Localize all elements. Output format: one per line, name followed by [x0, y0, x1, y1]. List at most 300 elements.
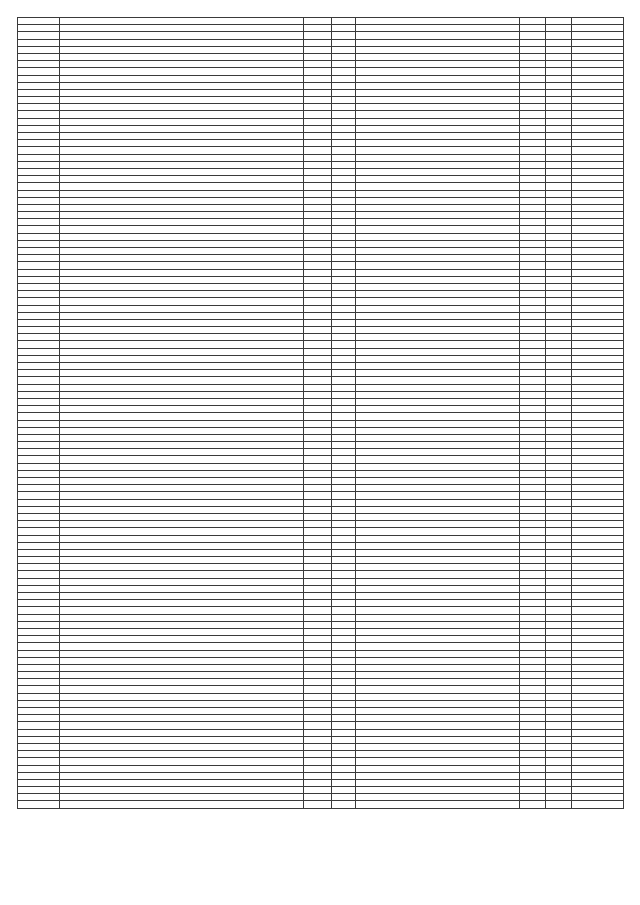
- cell-address: [60, 679, 304, 686]
- table-row: [18, 456, 624, 463]
- cell-amount: [572, 442, 624, 449]
- cell-amount: [572, 125, 624, 132]
- table-row: [18, 82, 624, 89]
- table-row: [18, 118, 624, 125]
- cell-year-extra: [546, 377, 572, 384]
- cell-year-built: [304, 478, 332, 485]
- cell-amount: [572, 578, 624, 585]
- cell-year-secondary: [332, 758, 356, 765]
- cell-year-built: [304, 513, 332, 520]
- cell-year-built: [304, 298, 332, 305]
- cell-address: [60, 449, 304, 456]
- cell-amount: [572, 513, 624, 520]
- cell-amount: [572, 176, 624, 183]
- cell-year-plan: [520, 283, 546, 290]
- cell-year-extra: [546, 133, 572, 140]
- cell-year-plan: [520, 190, 546, 197]
- cell-year-built: [304, 355, 332, 362]
- cell-year-built: [304, 600, 332, 607]
- cell-row-id: [18, 607, 60, 614]
- table-row: [18, 248, 624, 255]
- cell-row-id: [18, 140, 60, 147]
- cell-year-plan: [520, 276, 546, 283]
- cell-year-built: [304, 341, 332, 348]
- cell-row-id: [18, 600, 60, 607]
- table-row: [18, 485, 624, 492]
- cell-year-secondary: [332, 305, 356, 312]
- cell-amount: [572, 751, 624, 758]
- cell-year-secondary: [332, 672, 356, 679]
- cell-year-plan: [520, 183, 546, 190]
- cell-year-secondary: [332, 125, 356, 132]
- table-row: [18, 125, 624, 132]
- cell-amount: [572, 499, 624, 506]
- table-row: [18, 427, 624, 434]
- cell-work-type: [356, 794, 520, 801]
- cell-address: [60, 564, 304, 571]
- cell-amount: [572, 319, 624, 326]
- cell-row-id: [18, 147, 60, 154]
- cell-work-type: [356, 485, 520, 492]
- cell-year-extra: [546, 75, 572, 82]
- cell-row-id: [18, 262, 60, 269]
- cell-year-secondary: [332, 664, 356, 671]
- cell-year-built: [304, 643, 332, 650]
- cell-year-secondary: [332, 32, 356, 39]
- table-row: [18, 506, 624, 513]
- cell-year-built: [304, 650, 332, 657]
- cell-year-plan: [520, 729, 546, 736]
- cell-year-secondary: [332, 413, 356, 420]
- cell-year-secondary: [332, 240, 356, 247]
- cell-work-type: [356, 715, 520, 722]
- cell-year-extra: [546, 743, 572, 750]
- cell-work-type: [356, 363, 520, 370]
- cell-year-built: [304, 557, 332, 564]
- cell-row-id: [18, 233, 60, 240]
- cell-year-secondary: [332, 370, 356, 377]
- cell-year-extra: [546, 32, 572, 39]
- cell-address: [60, 82, 304, 89]
- cell-year-plan: [520, 255, 546, 262]
- cell-address: [60, 226, 304, 233]
- cell-amount: [572, 743, 624, 750]
- cell-address: [60, 118, 304, 125]
- cell-work-type: [356, 406, 520, 413]
- cell-amount: [572, 197, 624, 204]
- table-row: [18, 183, 624, 190]
- cell-year-extra: [546, 715, 572, 722]
- cell-year-secondary: [332, 89, 356, 96]
- cell-year-extra: [546, 97, 572, 104]
- cell-year-built: [304, 104, 332, 111]
- cell-year-built: [304, 233, 332, 240]
- cell-year-secondary: [332, 442, 356, 449]
- cell-year-plan: [520, 133, 546, 140]
- cell-amount: [572, 492, 624, 499]
- cell-year-plan: [520, 722, 546, 729]
- cell-year-secondary: [332, 248, 356, 255]
- cell-amount: [572, 111, 624, 118]
- cell-year-secondary: [332, 298, 356, 305]
- cell-work-type: [356, 470, 520, 477]
- table-row: [18, 363, 624, 370]
- cell-address: [60, 787, 304, 794]
- cell-amount: [572, 679, 624, 686]
- cell-address: [60, 485, 304, 492]
- cell-address: [60, 133, 304, 140]
- cell-row-id: [18, 751, 60, 758]
- table-row: [18, 585, 624, 592]
- cell-address: [60, 614, 304, 621]
- cell-year-plan: [520, 176, 546, 183]
- cell-amount: [572, 312, 624, 319]
- cell-work-type: [356, 298, 520, 305]
- cell-year-plan: [520, 650, 546, 657]
- cell-row-id: [18, 506, 60, 513]
- cell-row-id: [18, 564, 60, 571]
- cell-year-built: [304, 125, 332, 132]
- table-row: [18, 348, 624, 355]
- cell-year-built: [304, 521, 332, 528]
- cell-year-built: [304, 406, 332, 413]
- table-row: [18, 219, 624, 226]
- table-row: [18, 312, 624, 319]
- cell-year-plan: [520, 542, 546, 549]
- cell-year-built: [304, 61, 332, 68]
- cell-address: [60, 61, 304, 68]
- table-row: [18, 607, 624, 614]
- cell-year-plan: [520, 449, 546, 456]
- cell-address: [60, 348, 304, 355]
- cell-year-extra: [546, 521, 572, 528]
- cell-work-type: [356, 427, 520, 434]
- cell-amount: [572, 506, 624, 513]
- cell-row-id: [18, 787, 60, 794]
- cell-row-id: [18, 758, 60, 765]
- table-row: [18, 686, 624, 693]
- cell-year-built: [304, 693, 332, 700]
- cell-work-type: [356, 391, 520, 398]
- cell-address: [60, 743, 304, 750]
- cell-address: [60, 650, 304, 657]
- cell-year-built: [304, 801, 332, 808]
- table-row: [18, 449, 624, 456]
- cell-year-extra: [546, 190, 572, 197]
- cell-year-extra: [546, 183, 572, 190]
- cell-amount: [572, 97, 624, 104]
- cell-year-plan: [520, 363, 546, 370]
- cell-amount: [572, 46, 624, 53]
- cell-row-id: [18, 736, 60, 743]
- cell-row-id: [18, 478, 60, 485]
- cell-amount: [572, 233, 624, 240]
- cell-year-secondary: [332, 578, 356, 585]
- cell-work-type: [356, 276, 520, 283]
- table-row: [18, 413, 624, 420]
- cell-address: [60, 506, 304, 513]
- cell-amount: [572, 61, 624, 68]
- cell-year-extra: [546, 751, 572, 758]
- cell-year-plan: [520, 312, 546, 319]
- table-row: [18, 600, 624, 607]
- cell-year-plan: [520, 97, 546, 104]
- cell-year-plan: [520, 492, 546, 499]
- cell-work-type: [356, 607, 520, 614]
- table-body: [18, 18, 624, 809]
- cell-address: [60, 549, 304, 556]
- cell-address: [60, 212, 304, 219]
- cell-work-type: [356, 478, 520, 485]
- cell-amount: [572, 722, 624, 729]
- cell-amount: [572, 643, 624, 650]
- cell-year-built: [304, 636, 332, 643]
- cell-address: [60, 327, 304, 334]
- cell-year-secondary: [332, 363, 356, 370]
- cell-year-extra: [546, 269, 572, 276]
- cell-amount: [572, 406, 624, 413]
- cell-work-type: [356, 334, 520, 341]
- cell-year-secondary: [332, 729, 356, 736]
- cell-row-id: [18, 772, 60, 779]
- cell-address: [60, 384, 304, 391]
- cell-year-plan: [520, 672, 546, 679]
- cell-year-extra: [546, 456, 572, 463]
- cell-year-plan: [520, 657, 546, 664]
- cell-year-plan: [520, 327, 546, 334]
- table-row: [18, 779, 624, 786]
- cell-address: [60, 104, 304, 111]
- cell-year-built: [304, 542, 332, 549]
- cell-work-type: [356, 657, 520, 664]
- cell-amount: [572, 779, 624, 786]
- cell-year-built: [304, 492, 332, 499]
- cell-year-extra: [546, 513, 572, 520]
- cell-year-extra: [546, 492, 572, 499]
- cell-work-type: [356, 528, 520, 535]
- cell-year-extra: [546, 118, 572, 125]
- cell-amount: [572, 535, 624, 542]
- cell-year-plan: [520, 456, 546, 463]
- cell-address: [60, 643, 304, 650]
- cell-work-type: [356, 578, 520, 585]
- cell-address: [60, 513, 304, 520]
- cell-year-extra: [546, 348, 572, 355]
- cell-year-extra: [546, 25, 572, 32]
- table-row: [18, 39, 624, 46]
- table-row: [18, 327, 624, 334]
- cell-address: [60, 420, 304, 427]
- cell-year-secondary: [332, 535, 356, 542]
- cell-year-secondary: [332, 212, 356, 219]
- cell-address: [60, 32, 304, 39]
- cell-row-id: [18, 219, 60, 226]
- table-row: [18, 708, 624, 715]
- cell-year-secondary: [332, 794, 356, 801]
- cell-year-secondary: [332, 154, 356, 161]
- cell-year-plan: [520, 319, 546, 326]
- table-row: [18, 46, 624, 53]
- cell-year-secondary: [332, 513, 356, 520]
- cell-work-type: [356, 75, 520, 82]
- cell-work-type: [356, 636, 520, 643]
- table-row: [18, 557, 624, 564]
- cell-year-plan: [520, 377, 546, 384]
- cell-year-built: [304, 212, 332, 219]
- cell-year-plan: [520, 204, 546, 211]
- table-row: [18, 614, 624, 621]
- cell-year-extra: [546, 147, 572, 154]
- table-row: [18, 765, 624, 772]
- cell-address: [60, 377, 304, 384]
- cell-work-type: [356, 183, 520, 190]
- table-row: [18, 513, 624, 520]
- cell-year-secondary: [332, 456, 356, 463]
- cell-year-secondary: [332, 787, 356, 794]
- cell-address: [60, 571, 304, 578]
- cell-row-id: [18, 355, 60, 362]
- cell-year-extra: [546, 82, 572, 89]
- cell-year-extra: [546, 283, 572, 290]
- cell-row-id: [18, 75, 60, 82]
- cell-row-id: [18, 628, 60, 635]
- cell-amount: [572, 53, 624, 60]
- cell-year-built: [304, 161, 332, 168]
- cell-year-secondary: [332, 133, 356, 140]
- table-row: [18, 104, 624, 111]
- cell-year-plan: [520, 751, 546, 758]
- cell-year-built: [304, 305, 332, 312]
- cell-amount: [572, 772, 624, 779]
- cell-address: [60, 593, 304, 600]
- cell-year-plan: [520, 478, 546, 485]
- cell-work-type: [356, 212, 520, 219]
- cell-year-secondary: [332, 97, 356, 104]
- cell-year-extra: [546, 600, 572, 607]
- cell-year-secondary: [332, 18, 356, 25]
- table-row: [18, 549, 624, 556]
- cell-address: [60, 125, 304, 132]
- cell-year-plan: [520, 557, 546, 564]
- cell-year-plan: [520, 499, 546, 506]
- cell-year-extra: [546, 485, 572, 492]
- cell-year-built: [304, 449, 332, 456]
- cell-year-extra: [546, 39, 572, 46]
- cell-amount: [572, 327, 624, 334]
- cell-work-type: [356, 628, 520, 635]
- cell-address: [60, 398, 304, 405]
- cell-row-id: [18, 672, 60, 679]
- table-row: [18, 636, 624, 643]
- cell-address: [60, 111, 304, 118]
- cell-work-type: [356, 61, 520, 68]
- cell-year-secondary: [332, 643, 356, 650]
- cell-year-secondary: [332, 190, 356, 197]
- table-row: [18, 434, 624, 441]
- cell-address: [60, 391, 304, 398]
- cell-amount: [572, 104, 624, 111]
- cell-year-built: [304, 384, 332, 391]
- cell-year-plan: [520, 391, 546, 398]
- cell-year-secondary: [332, 593, 356, 600]
- cell-year-plan: [520, 269, 546, 276]
- table-row: [18, 801, 624, 808]
- cell-year-plan: [520, 32, 546, 39]
- cell-address: [60, 97, 304, 104]
- cell-year-built: [304, 291, 332, 298]
- cell-year-secondary: [332, 506, 356, 513]
- cell-amount: [572, 600, 624, 607]
- cell-year-plan: [520, 384, 546, 391]
- cell-amount: [572, 147, 624, 154]
- table-row: [18, 571, 624, 578]
- cell-year-built: [304, 434, 332, 441]
- cell-year-built: [304, 621, 332, 628]
- cell-year-built: [304, 672, 332, 679]
- cell-address: [60, 585, 304, 592]
- cell-year-extra: [546, 168, 572, 175]
- cell-amount: [572, 549, 624, 556]
- cell-year-extra: [546, 621, 572, 628]
- cell-address: [60, 765, 304, 772]
- table-row: [18, 212, 624, 219]
- cell-year-extra: [546, 154, 572, 161]
- cell-year-built: [304, 75, 332, 82]
- cell-amount: [572, 82, 624, 89]
- cell-address: [60, 708, 304, 715]
- cell-address: [60, 161, 304, 168]
- cell-year-plan: [520, 779, 546, 786]
- cell-amount: [572, 485, 624, 492]
- cell-year-extra: [546, 212, 572, 219]
- cell-year-extra: [546, 729, 572, 736]
- cell-row-id: [18, 643, 60, 650]
- cell-year-built: [304, 327, 332, 334]
- table-row: [18, 679, 624, 686]
- cell-address: [60, 434, 304, 441]
- cell-address: [60, 542, 304, 549]
- cell-year-secondary: [332, 521, 356, 528]
- cell-row-id: [18, 255, 60, 262]
- cell-year-plan: [520, 801, 546, 808]
- cell-year-secondary: [332, 693, 356, 700]
- cell-amount: [572, 39, 624, 46]
- cell-year-plan: [520, 305, 546, 312]
- cell-year-secondary: [332, 470, 356, 477]
- cell-year-plan: [520, 643, 546, 650]
- table-row: [18, 355, 624, 362]
- table-row: [18, 664, 624, 671]
- cell-year-built: [304, 334, 332, 341]
- cell-year-built: [304, 262, 332, 269]
- cell-year-extra: [546, 204, 572, 211]
- cell-year-built: [304, 348, 332, 355]
- cell-year-secondary: [332, 233, 356, 240]
- cell-work-type: [356, 140, 520, 147]
- cell-address: [60, 240, 304, 247]
- cell-row-id: [18, 312, 60, 319]
- cell-year-extra: [546, 104, 572, 111]
- cell-year-secondary: [332, 355, 356, 362]
- cell-year-secondary: [332, 197, 356, 204]
- cell-year-plan: [520, 679, 546, 686]
- cell-work-type: [356, 39, 520, 46]
- cell-work-type: [356, 585, 520, 592]
- cell-year-extra: [546, 363, 572, 370]
- cell-row-id: [18, 571, 60, 578]
- cell-work-type: [356, 463, 520, 470]
- cell-year-secondary: [332, 82, 356, 89]
